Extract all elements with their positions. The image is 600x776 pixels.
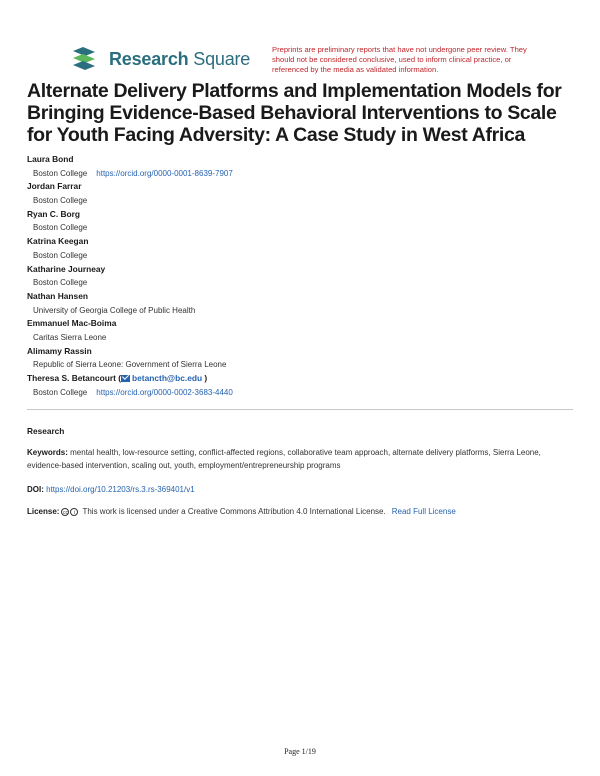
author-name: Nathan Hansen xyxy=(27,290,88,301)
creative-commons-icon: cc xyxy=(62,509,68,516)
doi-link[interactable]: https://doi.org/10.21203/rs.3.rs-369401/v1 xyxy=(46,485,195,494)
author-entry xyxy=(27,263,577,290)
author-affiliation: Boston College https://orcid.org/0000-0002-3683-4440 xyxy=(33,387,233,397)
keywords xyxy=(27,446,573,472)
research-square-logo[interactable] xyxy=(73,46,250,72)
author-name: Ryan C. Borg xyxy=(27,208,81,219)
brand-name-part2: Square xyxy=(193,48,251,69)
preprint-notice: Preprints are preliminary reports that have not undergone peer review. They should not be considered conclusive, used to inform clinical practice, or referenced by the media as validated information. xyxy=(272,45,527,74)
author-name: Katrina Keegan xyxy=(27,236,89,247)
paper-title: Alternate Delivery Platforms and Implementation Models for Bringing Evidence-Based Behavioral Interventions to Scale for Youth Facing Adversity: A Case Study in West Africa xyxy=(27,80,562,146)
author-name: Alimamy Rassin xyxy=(27,345,92,356)
author-name: Emmanuel Mac-Boima xyxy=(27,318,117,329)
license-text: This work is licensed under a Creative Commons Attribution 4.0 International License. xyxy=(82,507,386,516)
author-affiliation: Republic of Sierra Leone: Government of Sierra Leone xyxy=(33,360,227,370)
brand-name xyxy=(109,49,250,70)
author-affiliation: Caritas Sierra Leone xyxy=(33,332,107,342)
author-entry xyxy=(27,317,577,344)
read-full-license-link[interactable]: Read Full License xyxy=(391,507,456,516)
author-affiliation: Boston College https://orcid.org/0000-0001-8639-7907 xyxy=(33,168,233,178)
author-entry xyxy=(27,290,577,317)
author-name: Jordan Farrar xyxy=(27,181,82,192)
section-divider xyxy=(27,409,573,410)
author-entry xyxy=(27,153,577,180)
keywords-text: mental health, low-resource setting, conflict-affected regions, collaborative team approach, alternate delivery platforms, Sierra Leone, evidence-based intervention, scaling out, youth, employment/entrepreneurship programs xyxy=(27,448,541,470)
author-name: Katharine Journeay xyxy=(27,263,106,274)
article-type: Research xyxy=(27,426,65,436)
author-entry xyxy=(27,345,577,372)
keywords-label: Keywords: xyxy=(27,448,68,457)
page-number: Page 1/19 xyxy=(284,747,316,756)
author-affiliation: Boston College xyxy=(33,223,88,233)
author-list xyxy=(27,153,577,399)
license-label: License: xyxy=(27,507,60,516)
doi xyxy=(27,485,195,494)
license xyxy=(27,507,456,516)
author-entry xyxy=(27,235,577,262)
brand-name-part1: Research xyxy=(109,48,189,69)
attribution-icon: i xyxy=(70,508,78,516)
author-affiliation: Boston College xyxy=(33,196,88,206)
author-affiliation: Boston College xyxy=(33,278,88,288)
orcid-link[interactable]: https://orcid.org/0000-0001-8639-7907 xyxy=(96,168,233,178)
author-name: Laura Bond xyxy=(27,154,74,164)
author-name: Theresa S. Betancourt ( betancth@bc.edu ) xyxy=(27,373,208,383)
author-email-link[interactable]: betancth@bc.edu xyxy=(121,373,202,383)
research-square-logo-icon xyxy=(73,47,104,71)
author-entry xyxy=(27,208,577,235)
mail-icon xyxy=(121,375,130,382)
doi-label: DOI: xyxy=(27,485,44,494)
author-affiliation: Boston College xyxy=(33,250,88,260)
author-entry xyxy=(27,372,577,399)
orcid-link[interactable]: https://orcid.org/0000-0002-3683-4440 xyxy=(96,387,233,397)
author-entry xyxy=(27,180,577,207)
author-affiliation: University of Georgia College of Public Health xyxy=(33,305,196,315)
